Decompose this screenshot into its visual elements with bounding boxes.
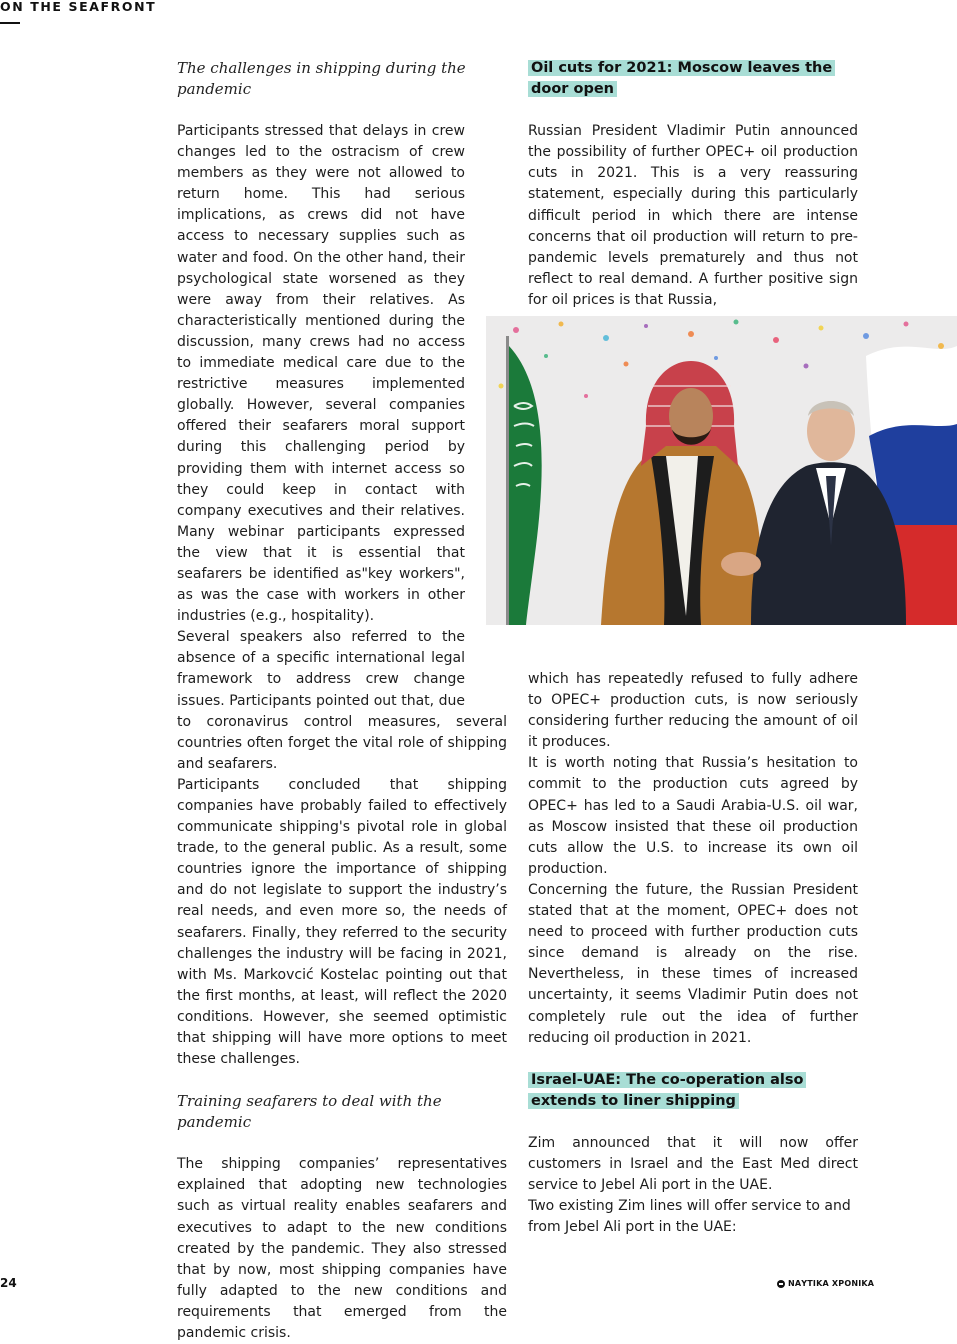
left-column-body	[177, 121, 507, 1344]
heading-training: Training seafarers to deal with the pandemic	[177, 1092, 442, 1132]
paragraph-conclusions: Participants concluded that shipping companies have probably failed to effectively communicate shipping's pivotal role in global trade, to the general public. As a result, some countries ignore the importance of shipping and do not legislate to support the industry’s real needs, and even more so, the needs of seafarers. Finally, they referred to the security challenges the industry will be facing in 2021, with Ms. Markovcić Kostelac pointing out that the first months, at least, will reflect the 2020 conditions. However, she seemed optimistic that shipping will have more options to meet these challenges.	[177, 776, 507, 1068]
paragraph-russia-refused: which has repeatedly refused to fully adhere to OPEC+ production cuts, is now seriously considering further reducing the amount of oil it produces.	[528, 671, 858, 751]
paragraph-zim: Zim announced that it will now offer customers in Israel and the East Med direct service to Jebel Ali port in the UAE.	[528, 1134, 858, 1194]
brand-name: ΝΑΥΤΙΚΑ ΧΡΟΝΙΚΑ	[788, 1279, 875, 1288]
paragraph-legal-framework: Several speakers also referred to the absence of a specific international legal framework to address crew change issues. Participants pointed out that, due to coronavirus control measures, several countries often forget the vital role of shipping and seafarers.	[177, 629, 507, 772]
heading-challenges: The challenges in shipping during the pandemic	[177, 59, 466, 98]
page-number: 24	[0, 1276, 17, 1290]
brand-logo-icon	[777, 1280, 785, 1288]
heading-israel-uae	[528, 1070, 858, 1112]
paragraph-training: The shipping companies’ representatives explained that adopting new technologies such as virtual reality enables seafarers and executives to adapt to the new conditions created by the pandemic. They also stressed that by now, most shipping companies have fully adapted to the new conditions and requirements that emerged from the pandemic crisis.	[177, 1156, 507, 1341]
heading-oil-cuts-text: Oil cuts for 2021: Moscow leaves the door open	[528, 60, 835, 97]
heading-israel-uae-text: Israel-UAE: The co-operation also extends to liner shipping	[528, 1072, 806, 1109]
publication-brand	[777, 1279, 874, 1288]
paragraph-oil-war: It is worth noting that Russia’s hesitation to commit to the production cuts agreed by OPEC+ has led to a Saudi Arabia-U.S. oil war, as Moscow insisted that these oil production cuts allow the U.S. to increase its own oil production.	[528, 755, 858, 877]
section-dash	[0, 22, 20, 24]
paragraph-crew-isolation: Participants stressed that delays in crew changes led to the ostracism of crew members as they were not allowed to return home. This had serious implications, as crews did not have access to necessary supplies such as water and food. On the other hand, their psychological state worsened as they were away from their relatives. As characteristically mentioned during the discussion, many crews had no access to immediate medical care due to the restrictive measures implemented globally. However, several companies offered their seafarers moral support during this challenging period by providing them with internet access so they could keep in contact with company executives and their relatives. Many webinar participants expressed the view that it is essential that seafarers be identified as"key workers", as was the case with workers in other industries (e.g., hospitality).	[177, 123, 465, 625]
paragraph-putin-announcement: Russian President Vladimir Putin announced the possibility of further OPEC+ oil production cuts in 2021. This is a very reassuring statement, especially during this particularly difficult period in which there are intense concerns that oil production will return to pre-pandemic levels prematurely and thus not reflect to real demand. A further positive sign for oil prices is that Russia,	[528, 123, 858, 308]
left-column-top	[177, 58, 507, 100]
right-column-bottom	[528, 669, 858, 1238]
photo-leaders-handshake	[486, 316, 957, 625]
section-label: ON THE SEAFRONT	[0, 0, 157, 14]
photo-wrap-spacer	[465, 296, 507, 691]
paragraph-future: Concerning the future, the Russian President stated that at the moment, OPEC+ does not need to proceed with further production cuts since demand is already on the rise. Nevertheless, in these times of increased uncertainty, it seems Vladimir Putin does not completely rule out the idea of further reducing oil production in 2021.	[528, 881, 858, 1046]
paragraph-zim-lines: Two existing Zim lines will offer service to and from Jebel Ali port in the UAE:	[528, 1198, 851, 1236]
heading-oil-cuts	[528, 58, 858, 100]
right-column-top	[528, 58, 858, 311]
